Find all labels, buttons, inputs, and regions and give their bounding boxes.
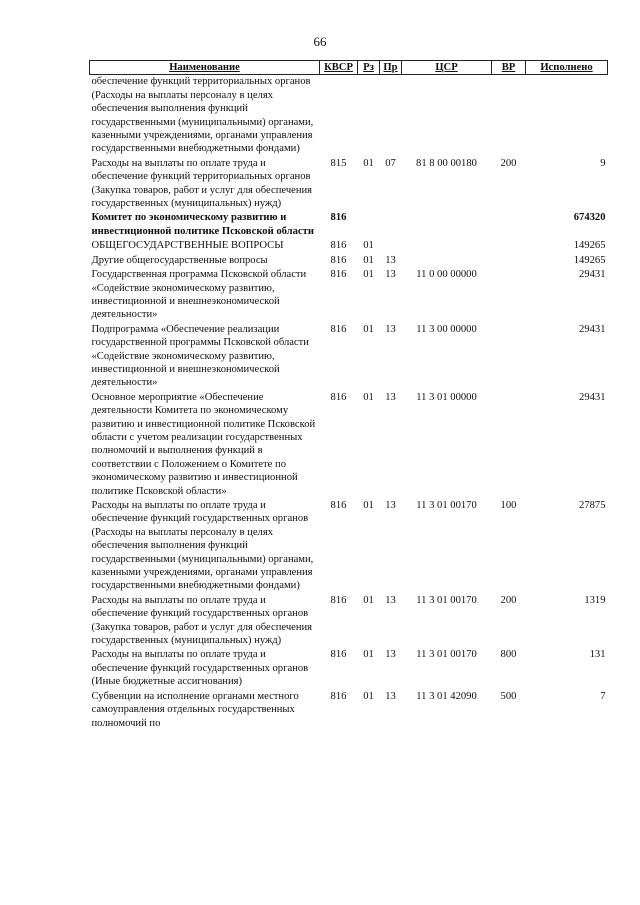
cell-vr: [492, 238, 526, 252]
table-row: [90, 689, 608, 730]
cell-vr: [492, 210, 526, 238]
cell-total: 149265: [573, 254, 606, 266]
cell-vr: [492, 322, 526, 390]
cell-csr: [402, 210, 492, 238]
cell-vr: [492, 267, 526, 322]
cell-total: 1319: [584, 594, 606, 606]
header-vr: ВР: [492, 61, 526, 75]
cell-name: Комитет по экономическому развитию и инвестиционной политике Псковской области: [91, 212, 314, 237]
table-row: [90, 253, 608, 267]
cell-total: 7: [600, 690, 606, 702]
cell-csr: 11 0 00 00000: [416, 269, 477, 281]
cell-vr: 200: [500, 157, 517, 169]
cell-csr: [402, 253, 492, 267]
cell-total: 29431: [579, 391, 606, 403]
cell-vr: 100: [500, 500, 517, 511]
cell-pr: 07: [385, 157, 396, 169]
cell-pr: 13: [385, 391, 396, 403]
cell-vr: 800: [500, 649, 517, 661]
cell-rz: 01: [363, 323, 374, 335]
cell-rz: [358, 75, 380, 156]
cell-name: Государственная программа Псковской области «Содействие экономическому развитию, инвестиционной и внешнеэкономической деятельности»: [91, 269, 307, 321]
cell-name: Расходы на выплаты по оплате труда и обеспечение функций территориальных органов (Закупка товаров, работ и услуг для обеспечения государственных (муниципальных) нужд): [91, 157, 313, 210]
cell-total: 149265: [573, 240, 606, 252]
cell-csr: 11 3 01 42090: [416, 690, 477, 702]
cell-vr: 500: [500, 690, 517, 702]
cell-kvsr: 816: [330, 391, 347, 403]
cell-pr: 13: [385, 323, 396, 335]
cell-csr: 11 3 01 00170: [416, 500, 477, 511]
header-total: Исполнено: [526, 61, 608, 75]
cell-total: 29431: [579, 323, 606, 335]
cell-total: 9: [600, 157, 606, 169]
header-rz: Рз: [358, 61, 380, 75]
cell-kvsr: 816: [330, 269, 347, 281]
cell-kvsr: 816: [330, 323, 347, 335]
table-row: [90, 75, 608, 156]
cell-csr: [402, 238, 492, 252]
cell-csr: [402, 75, 492, 156]
cell-pr: [380, 238, 402, 252]
cell-rz: [358, 210, 380, 238]
cell-vr: [492, 75, 526, 156]
cell-name: Подпрограмма «Обеспечение реализации государственной программы Псковской области «Содействие экономическому развитию, инвестиционной и внешнеэкономической деятельности»: [91, 323, 309, 389]
cell-rz: 01: [363, 649, 374, 661]
table-row: [90, 322, 608, 390]
cell-rz: 01: [363, 594, 374, 606]
table-row: [90, 390, 608, 498]
cell-pr: [380, 210, 402, 238]
budget-table: [89, 60, 608, 730]
cell-rz: 01: [363, 157, 374, 169]
cell-kvsr: 816: [330, 594, 347, 606]
cell-name: Расходы на выплаты по оплате труда и обеспечение функций государственных органов (Закупка товаров, работ и услуг для обеспечения государственных (муниципальных) нужд): [91, 594, 313, 647]
header-kvsr: КВСР: [320, 61, 358, 75]
cell-name: обеспечение функций территориальных органов (Расходы на выплаты персоналу в целях обеспечения выполнения функций государственными (муниципальными) органами, казенными учреждениями, органами управления государственными внебюджетными фондами): [91, 76, 314, 155]
cell-vr: 200: [500, 594, 517, 606]
cell-name: Субвенции на исполнение органами местного самоуправления отдельных государственных полномочий по: [91, 690, 299, 729]
table-row: [90, 498, 608, 593]
cell-kvsr: 815: [330, 157, 347, 169]
cell-total: 674320: [573, 212, 606, 224]
cell-kvsr: [320, 75, 358, 156]
cell-kvsr: 816: [330, 649, 347, 661]
cell-kvsr: 816: [330, 240, 347, 252]
cell-name: Другие общегосударственные вопросы: [91, 254, 268, 266]
cell-name: Расходы на выплаты по оплате труда и обеспечение функций государственных органов (Иные бюджетные ассигнования): [91, 649, 309, 688]
cell-kvsr: 816: [330, 212, 347, 224]
header-csr: ЦСР: [402, 61, 492, 75]
table-row: [90, 156, 608, 211]
table-row: [90, 238, 608, 252]
table-row: [90, 647, 608, 688]
cell-name: Расходы на выплаты по оплате труда и обеспечение функций государственных органов (Расходы на выплаты персоналу в целях обеспечения выполнения функций государственными (муниципальными) органами, казенными учреждениями, органами управления государственными внебюджетными фондами): [91, 500, 314, 592]
cell-kvsr: 816: [330, 500, 347, 511]
cell-name: Основное мероприятие «Обеспечение деятельности Комитета по экономическому развитию и инвестиционной политике Псковской области с учетом реализации государственных полномочий и выполнения функций в соответствии с Положением о Комитете по экономическому развитию и инвестиционной политике Псковской области»: [91, 391, 316, 497]
cell-kvsr: 816: [330, 690, 347, 702]
cell-total: 131: [589, 649, 606, 661]
cell-kvsr: 816: [330, 254, 347, 266]
cell-vr: [492, 390, 526, 498]
cell-pr: 13: [385, 500, 396, 511]
header-pr: Пр: [380, 61, 402, 75]
page-number: 66: [313, 34, 327, 49]
cell-rz: 01: [363, 269, 374, 281]
cell-total: 27875: [579, 500, 606, 511]
cell-csr: 11 3 01 00000: [416, 391, 477, 403]
cell-pr: 13: [385, 649, 396, 661]
table-body: [90, 75, 608, 730]
cell-total: 29431: [579, 269, 606, 281]
cell-pr: 13: [385, 254, 396, 266]
cell-rz: 01: [363, 240, 374, 252]
cell-rz: 01: [363, 391, 374, 403]
table-row: [90, 267, 608, 322]
cell-vr: [492, 253, 526, 267]
cell-csr: 11 3 01 00170: [416, 649, 477, 661]
table-header-row: [90, 61, 608, 75]
cell-pr: 13: [385, 690, 396, 702]
cell-name: ОБЩЕГОСУДАРСТВЕННЫЕ ВОПРОСЫ: [91, 240, 284, 252]
cell-pr: [380, 75, 402, 156]
cell-rz: 01: [363, 254, 374, 266]
cell-csr: 11 3 01 00170: [416, 594, 477, 606]
cell-pr: 13: [385, 269, 396, 281]
cell-csr: 81 8 00 00180: [416, 157, 477, 169]
cell-total: [526, 75, 608, 156]
table-row: [90, 593, 608, 648]
cell-rz: 01: [363, 500, 374, 511]
header-name: Наименование: [90, 61, 320, 75]
cell-pr: 13: [385, 594, 396, 606]
table-row: [90, 210, 608, 238]
cell-csr: 11 3 00 00000: [416, 323, 477, 335]
cell-rz: 01: [363, 690, 374, 702]
